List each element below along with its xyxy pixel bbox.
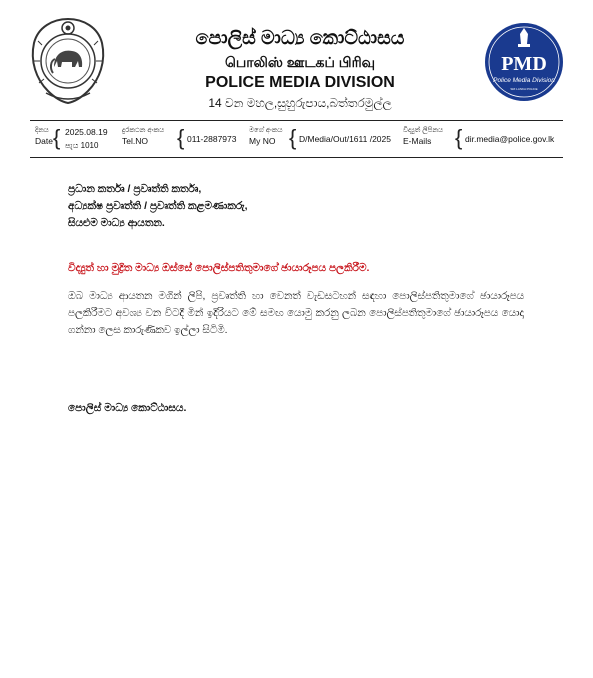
- email-label: විද්‍යුත් ලිපිනය E-Mails: [403, 127, 444, 146]
- brace-icon: {: [53, 125, 61, 150]
- pmd-logo-sub-text: SRI LANKA POLICE: [510, 87, 538, 91]
- header-title-sinhala: පොලිස් මාධ්‍ය කොට්ඨාසය: [195, 28, 405, 49]
- pmd-logo-icon: [484, 22, 564, 102]
- header-address: 14 වන මහල,සුහුරුපාය,බත්තරමුල්ල: [208, 96, 392, 110]
- tel-value: 011-2887973: [187, 134, 237, 144]
- addressee-block: [68, 181, 248, 232]
- letter-body: ඔබ මාධ්‍ය ආයතන මගින් ලිපි, ප්‍රවෘත්ති හා වෙනත් වැඩසටහන් සඳහා පොලිස්පතිතුමාගේ ඡායාරූපය පලකිරීමට අවශ්‍ය වන විටදී මින් ඉදිරියට මේ සමඟ යොමු කරනු ලබන පොලිස්පතිතුමාගේ ඡායාරූපය යොදා ගන්නා ලෙස කාරුණිකව ඉල්ලා සිටිමි.: [68, 291, 524, 336]
- letter-subject: විද්‍යුත් හා මුද්‍රිත මාධ්‍ය ඔස්සේ පොලිස්පතිතුමාගේ ඡායාරූපය පලකිරීම.: [68, 262, 370, 274]
- signature: පොලිස් මාධ්‍ය කොට්ඨාසය.: [68, 402, 187, 414]
- pmd-logo-text: PMD: [501, 53, 547, 75]
- brace-icon: {: [455, 125, 463, 150]
- addressee-line: අධ්‍යක්ෂ ප්‍රවෘත්ති / ප්‍රවෘත්ති කළමණාකරු,: [68, 200, 248, 212]
- brace-icon: {: [177, 125, 185, 150]
- reference-bar: [30, 120, 563, 158]
- my-no-label: මගේ අංකය My NO: [249, 127, 283, 146]
- tel-label: දුරකථන අංකය Tel.NO: [122, 127, 165, 146]
- date-label: දිනය Date: [35, 127, 53, 146]
- pmd-logo-ring-text: Police Media Division: [493, 77, 555, 84]
- header-title-english: POLICE MEDIA DIVISION: [205, 74, 395, 91]
- addressee-line: සියළුම මාධ්‍ය ආයතන.: [68, 217, 165, 229]
- my-no-value: D/Media/Out/1611 /2025: [299, 134, 391, 144]
- date-value: 2025.08.19 පැය 1010: [65, 127, 108, 150]
- header-title-tamil: பொலிஸ் ஊடகப் பிரிவு: [224, 54, 376, 70]
- email-value: dir.media@police.gov.lk: [465, 134, 555, 144]
- addressee-line: ප්‍රධාන කර්තෘ / ප්‍රවෘත්ති කර්තෘ,: [68, 183, 202, 195]
- police-emblem-icon: [28, 15, 108, 105]
- brace-icon: {: [289, 125, 297, 150]
